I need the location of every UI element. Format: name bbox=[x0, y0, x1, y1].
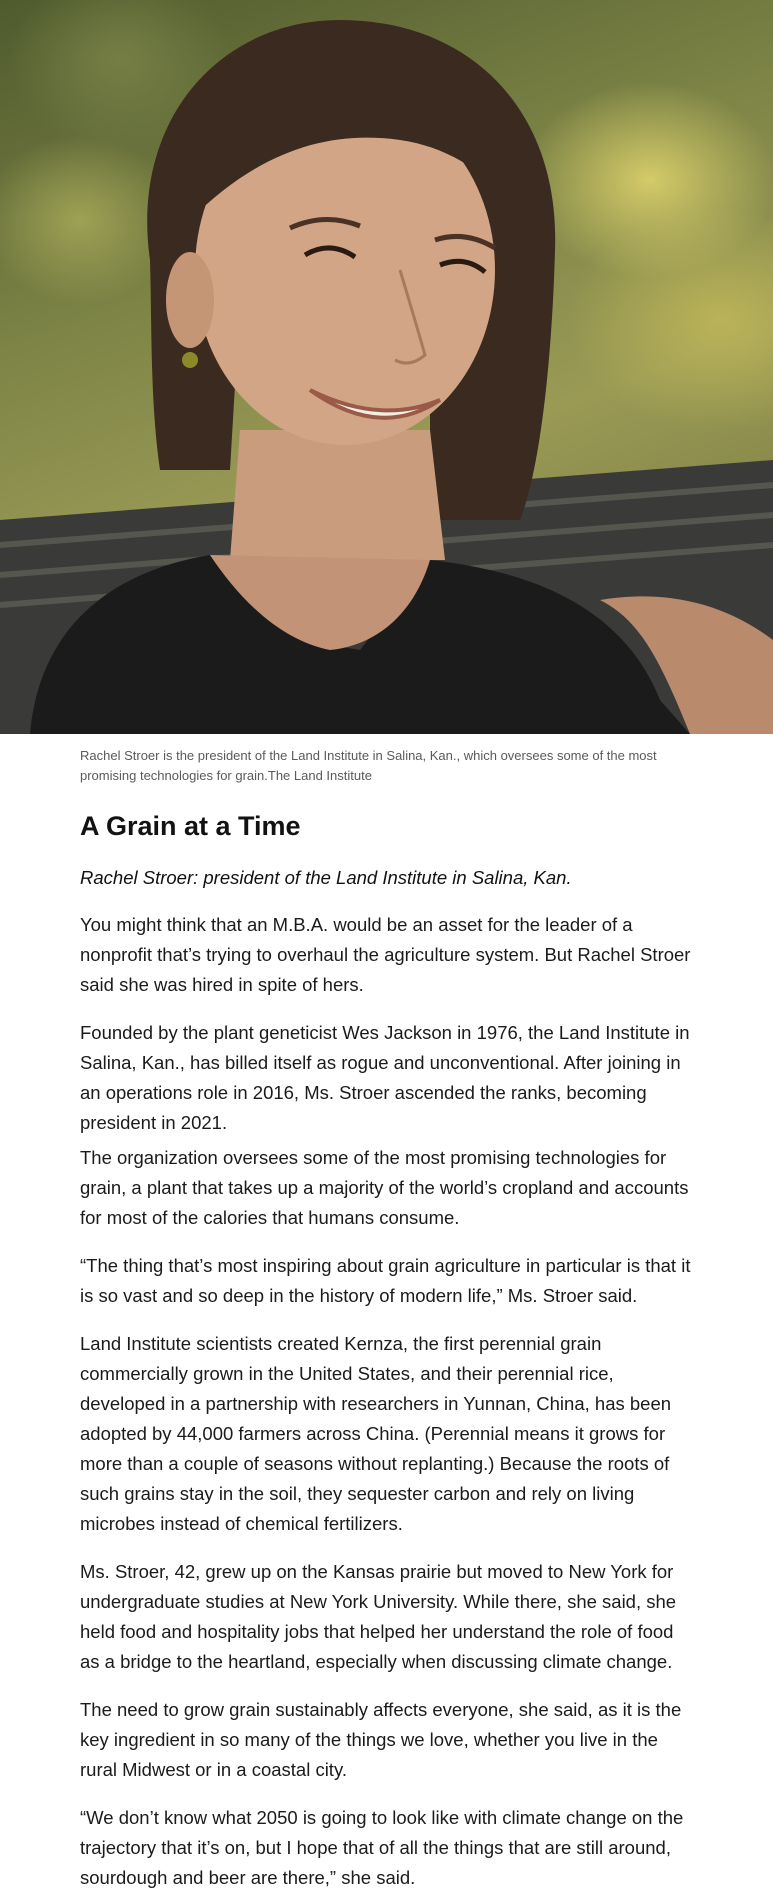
article-paragraph: You might think that an M.B.A. would be an asset for the leader of a nonprofit that’s trying to overhaul the agriculture system. But Rachel Stroer said she was hired in spite of hers. bbox=[80, 914, 691, 995]
article-paragraph: Ms. Stroer, 42, grew up on the Kansas prairie but moved to New York for undergraduate studies at New York University. While there, she said, she held food and hospitality jobs that helped her understand the role of food as a bridge to the heartland, especially when discussing climate change. bbox=[80, 1561, 677, 1672]
article-paragraph: “The thing that’s most inspiring about grain agriculture in particular is that it is so vast and so deep in the history of modern life,” Ms. Stroer said. bbox=[80, 1255, 691, 1306]
photo-caption bbox=[80, 746, 693, 786]
article-paragraph: “We don’t know what 2050 is going to look like with climate change on the trajectory that it’s on, but I hope that of all the things that are still around, sourdough and beer are there,” she said. bbox=[80, 1807, 684, 1888]
article-body bbox=[80, 808, 693, 1893]
article-paragraph: Land Institute scientists created Kernza, the first perennial grain commercially grown in the United States, and their perennial rice, developed in a partnership with researchers in Yunnan, China, has been adopted by 44,000 farmers across China. (Perennial means it grows for more than a couple of seasons without replanting.) Because the roots of such grains stay in the soil, they sequester carbon and rely on living microbes instead of chemical fertilizers. bbox=[80, 1333, 672, 1534]
article-paragraph: Founded by the plant geneticist Wes Jackson in 1976, the Land Institute in Salina, Kan., has billed itself as rogue and unconventional. After joining in an operations role in 2016, Ms. Stroer ascended the ranks, becoming president in 2021. bbox=[80, 1022, 690, 1133]
portrait-illustration bbox=[0, 0, 773, 734]
article-paragraph: The organization oversees some of the most promising technologies for grain, a plant that takes up a majority of the world’s cropland and accounts for most of the calories that humans consume. bbox=[80, 1147, 689, 1228]
earring bbox=[182, 352, 198, 368]
article-dek: Rachel Stroer: president of the Land Institute in Salina, Kan. bbox=[80, 867, 572, 888]
portrait-photo bbox=[0, 0, 773, 734]
photo-credit: The Land Institute bbox=[267, 768, 372, 783]
article-paragraph: The need to grow grain sustainably affects everyone, she said, as it is the key ingredient in so many of the things we love, whether you live in the rural Midwest or in a coastal city. bbox=[80, 1699, 682, 1780]
article-headline: A Grain at a Time bbox=[80, 811, 301, 841]
caption-text: Rachel Stroer is the president of the Land Institute in Salina, Kan., which oversees some of the most promising technologies for grain. bbox=[80, 748, 657, 783]
